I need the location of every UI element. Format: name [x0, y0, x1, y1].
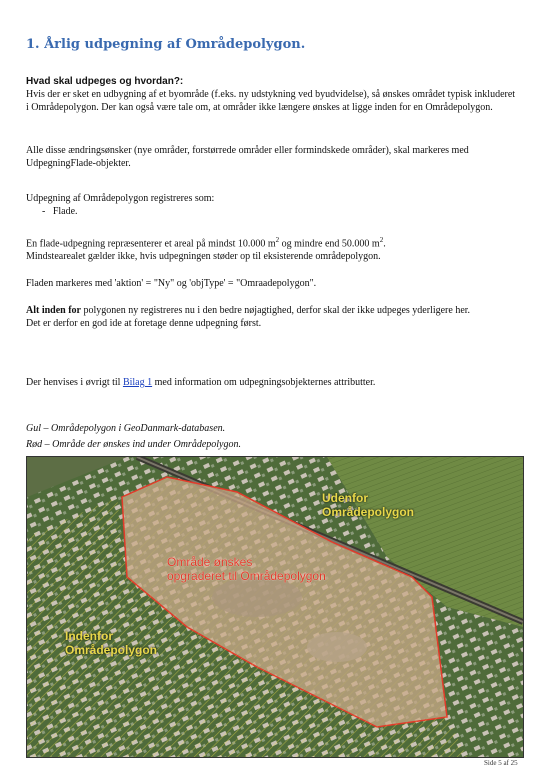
- paragraph-7: [26, 377, 516, 390]
- page-number: Side 5 af 25: [484, 759, 518, 767]
- map-label-inside-line2: Områdepolygon: [65, 643, 158, 657]
- bilag-link[interactable]: Bilag 1: [122, 377, 153, 388]
- para7-text-b: med information om udpegningsobjekternes attributter.: [152, 377, 376, 388]
- para6-bold: Alt inden for: [26, 305, 81, 316]
- map-label-inside: [65, 629, 157, 657]
- bullet-dash: -: [42, 206, 53, 217]
- para6-line2: Det er derfor en god ide at foretage denne udpegning først.: [26, 317, 262, 329]
- map-label-outside: [322, 491, 414, 519]
- section-heading: 1. Årlig udpegning af Områdepolygon.: [26, 37, 306, 52]
- aerial-map-svg: [27, 457, 523, 757]
- aerial-map-image: [26, 456, 524, 758]
- map-label-upgrade: [167, 555, 326, 583]
- superscript-2: 2: [275, 236, 280, 244]
- caption-yellow: Gul – Områdepolygon i GeoDanmark-databasen.: [26, 423, 226, 434]
- subheading: Hvad skal udpeges og hvordan?:: [26, 76, 184, 87]
- paragraph-1: Hvis der er sket en udbygning af et byområde (f.eks. ny udstykning ved byudvidelse), så ønskes området typisk inkluderet i Områdepolygon. Der kan også være tale om, at områder ikke længere ønskes at ligge inden for en Områdepolygon.: [26, 89, 516, 113]
- map-label-outside-line1: Udenfor: [322, 491, 368, 505]
- map-label-outside-line2: Områdepolygon: [322, 505, 415, 519]
- para4-line2: Mindstearealet gælder ikke, hvis udpegningen støder op til eksisterende områdepolygon.: [26, 250, 381, 262]
- map-label-inside-line1: Indenfor: [65, 629, 113, 643]
- paragraph-3: Udpegning af Områdepolygon registreres som:: [26, 193, 215, 204]
- map-label-upgrade-line1: Område ønskes: [167, 555, 253, 569]
- paragraph-6: [26, 305, 516, 330]
- para6-rest: polygonen ny registreres nu i den bedre nøjagtighed, derfor skal der ikke udpeges yderligere her.: [81, 305, 471, 316]
- bullet-item: [42, 206, 532, 219]
- para7-text-a: Der henvises i øvrigt til: [26, 377, 123, 388]
- superscript-2b: 2: [379, 236, 384, 244]
- paragraph-2: Alle disse ændringsønsker (nye områder, forstørrede områder eller formindskede områder), skal markeres med UdpegningFlade-objekter.: [26, 145, 469, 169]
- map-label-upgrade-line2: opgraderet til Områdepolygon: [167, 569, 326, 583]
- para4-text-b: og mindre end 50.000 m: [279, 238, 380, 250]
- para4-text-c: .: [383, 238, 386, 250]
- para4-text-a: En flade-udpegning repræsenterer et areal på mindst 10.000 m: [26, 238, 276, 250]
- paragraph-5: Fladen markeres med 'aktion' = "Ny" og 'objType' = "Omraadepolygon".: [26, 278, 317, 289]
- paragraph-4: [26, 234, 516, 263]
- bullet-text: Flade.: [52, 206, 78, 217]
- caption-red: Rød – Område der ønskes ind under Områdepolygon.: [26, 439, 241, 450]
